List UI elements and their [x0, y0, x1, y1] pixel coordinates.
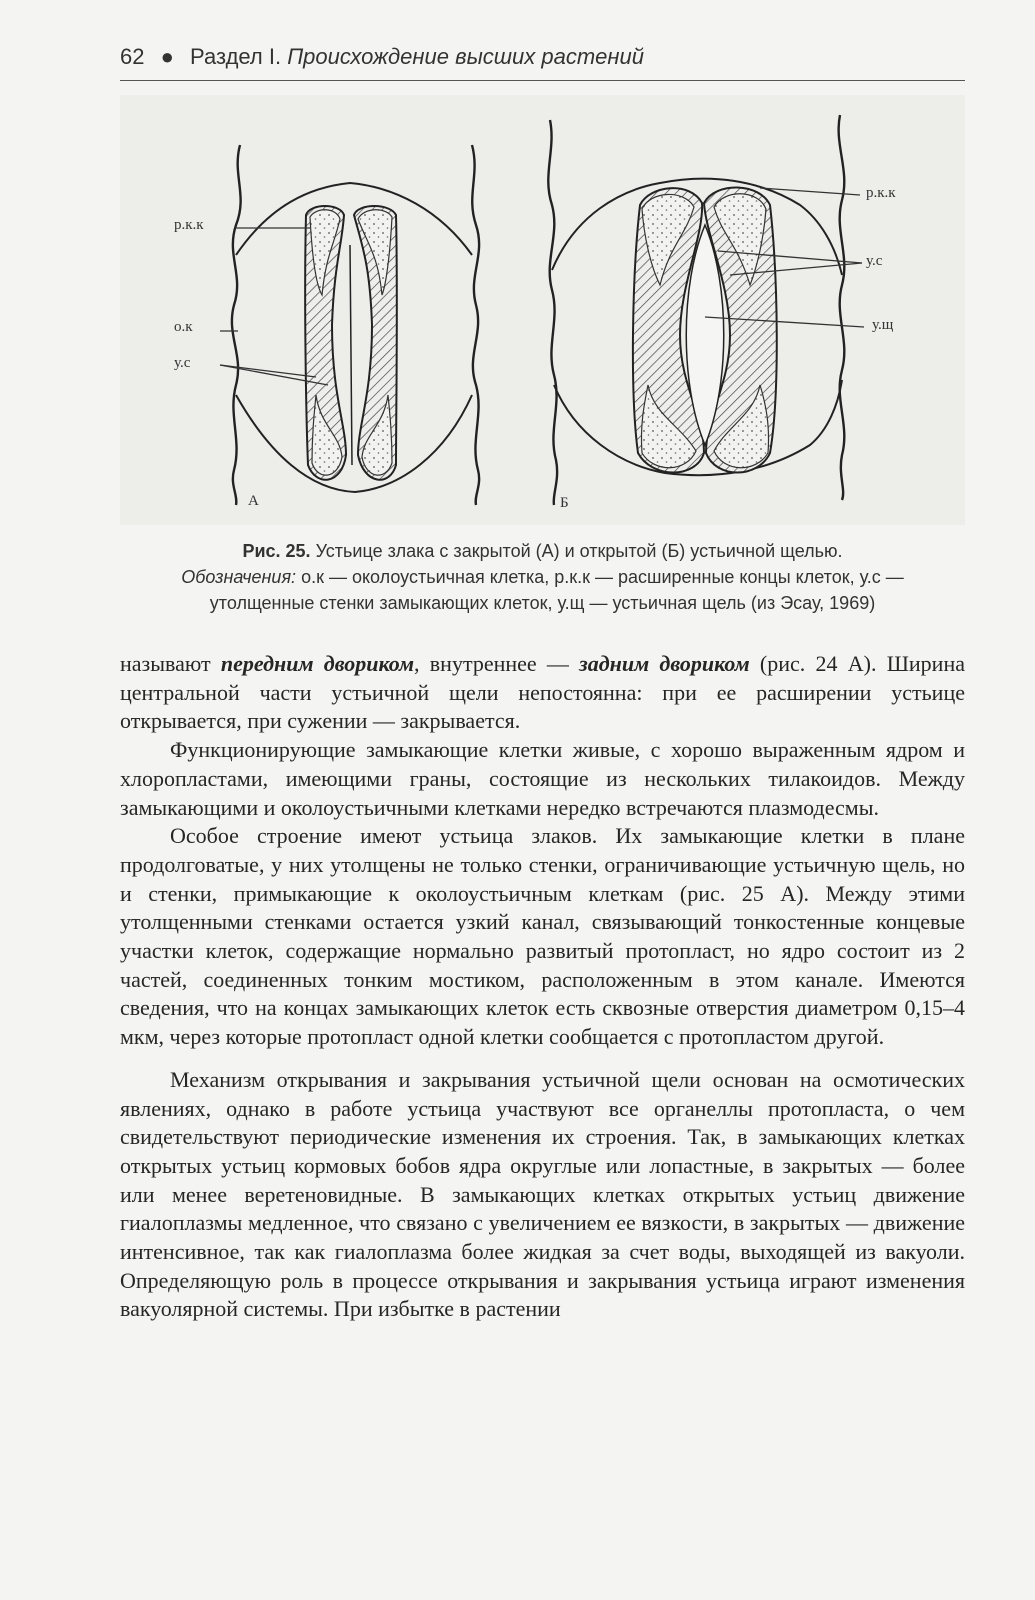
caption-line-3: утолщенные стенки замыкающих клеток, у.щ — устьичная щель (из Эсау, 1969) [209, 593, 876, 613]
term-front-yard: передним двориком [220, 651, 415, 676]
caption-title: Устьице злака с закрытой (А) и открытой (Б) устьичной щелью. [315, 541, 843, 561]
caption-line-2 [120, 564, 965, 590]
stoma-closed-a [220, 145, 479, 505]
page-number: 62 [120, 44, 145, 69]
header-rule [120, 80, 965, 81]
caption-legend-word: Обозначения: [181, 567, 297, 587]
label-us-a: у.с [174, 355, 191, 371]
term-back-yard: задним двориком [579, 651, 750, 676]
label-ok: о.к [174, 319, 193, 335]
paragraph-3: Особое строение имеют устьица злаков. Их замыкающие клетки в плане продолговатые, у них утолщены не только стенки, ограничивающие устьичную щель, но и стенки, примыкающие к околоустьичным клеткам (рис. 25 А). Между этими утолщенными стенками остается узкий канал, связывающий тонкостенные концевые участки клеток, содержащие нормально развитый протопласт, но ядро состоит из 2 частей, соединенных тонким мостиком, расположенным в этом канале. Имеются сведения, что на концах замыкающих клеток есть сквозные отверстия диаметром 0,15–4 мкм, через которые протопласт одной клетки сообщается с протопластом другой. [120, 823, 965, 1050]
header-title: Происхождение высших растений [287, 44, 644, 69]
figure-25 [120, 95, 965, 525]
paragraph-2: Функционирующие замыкающие клетки живые, с хорошо выраженным ядром и хлоропластами, имеющими граны, состоящие из нескольких тилакоидов. Между замыкающими и околоустьичными клетками нередко встречаются плазмодесмы. [120, 737, 965, 820]
paragraph-1: называют передним двориком, внутреннее — задним двориком (рис. 24 А). Ширина центральной части устьичной щели непостоянна: при ее расширении устьице открывается, при сужении — закрывается. [120, 651, 965, 734]
caption-line-1 [120, 538, 965, 564]
caption-legend-1: о.к — околоустьичная клетка, р.к.к — расширенные концы клеток, у.с — [301, 567, 904, 587]
stomata-illustration [120, 95, 965, 525]
stoma-open-b [548, 115, 864, 505]
running-header [120, 44, 965, 70]
label-ush: у.щ [872, 317, 894, 333]
label-part-a: А [248, 493, 259, 509]
header-bullet: ● [160, 44, 174, 69]
header-section: Раздел I. [190, 44, 282, 69]
caption-fig-number: Рис. 25. [242, 541, 311, 561]
figure-caption [120, 538, 965, 616]
paragraph-4: Механизм открывания и закрывания устьичной щели основан на осмотических явлениях, однако в работе устьица участвуют все органеллы протопласта, о чем свидетельствуют периодические изменения их строения. Так, в замыкающих клетках открытых устьиц кормовых бобов ядра округлые или лопастные, в закрытых — более или менее веретеновидные. В замыкающих клетках открытых устьиц движение гиалоплазмы медленное, что связано с увеличением ее вязкости, в закрытых — движение интенсивное, так как гиалоплазма более жидкая за счет воды, выходящей из вакуоли. Определяющую роль в процессе открывания и закрывания устьица играют изменения вакуолярной системы. При избытке в растении [120, 1066, 965, 1322]
label-rkk-b: р.к.к [866, 185, 896, 201]
body-text [120, 650, 965, 1324]
label-part-b: Б [560, 495, 569, 511]
label-rkk-a: р.к.к [174, 217, 204, 233]
label-us-b: у.с [866, 253, 883, 269]
